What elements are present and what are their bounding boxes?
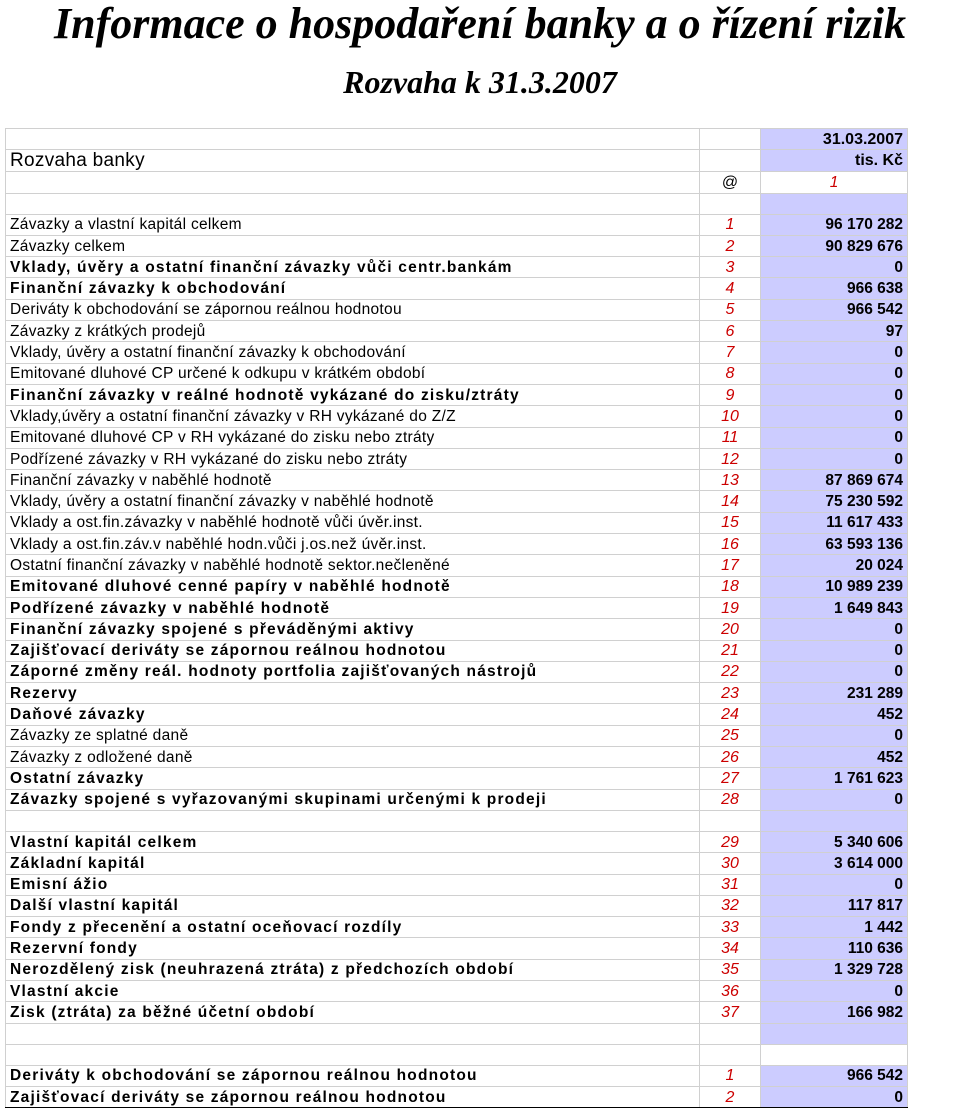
row-number: 32 bbox=[700, 895, 761, 916]
row-value: 1 442 bbox=[761, 917, 908, 938]
row-label bbox=[6, 1044, 700, 1065]
row-number: 8 bbox=[700, 363, 761, 384]
row-value: 11 617 433 bbox=[761, 512, 908, 533]
row-label: Deriváty k obchodování se zápornou reálnou hodnotou bbox=[6, 299, 700, 320]
row-label: Ostatní závazky bbox=[6, 768, 700, 789]
row-value: 87 869 674 bbox=[761, 470, 908, 491]
table-row bbox=[6, 278, 908, 299]
table-row bbox=[6, 555, 908, 576]
row-value: 0 bbox=[761, 363, 908, 384]
row-number: 13 bbox=[700, 470, 761, 491]
header-row-columns bbox=[6, 172, 908, 193]
row-number: 27 bbox=[700, 768, 761, 789]
row-label: Další vlastní kapitál bbox=[6, 895, 700, 916]
row-number: 24 bbox=[700, 704, 761, 725]
row-number: 7 bbox=[700, 342, 761, 363]
header-date: 31.03.2007 bbox=[761, 129, 908, 150]
row-value: 0 bbox=[761, 448, 908, 469]
row-value: 1 761 623 bbox=[761, 768, 908, 789]
row-number: 23 bbox=[700, 683, 761, 704]
row-label: Závazky spojené s vyřazovanými skupinami určenými k prodeji bbox=[6, 789, 700, 810]
row-number: 33 bbox=[700, 917, 761, 938]
row-value: 0 bbox=[761, 257, 908, 278]
row-number: 5 bbox=[700, 299, 761, 320]
row-label: Emitované dluhové CP v RH vykázané do zisku nebo ztráty bbox=[6, 427, 700, 448]
row-value: 0 bbox=[761, 980, 908, 1001]
row-number: 2 bbox=[700, 235, 761, 256]
table-row bbox=[6, 597, 908, 618]
row-number: 25 bbox=[700, 725, 761, 746]
row-number: 2 bbox=[700, 1086, 761, 1107]
spacer-cell bbox=[6, 193, 700, 214]
row-label: Vklady, úvěry a ostatní finanční závazky k obchodování bbox=[6, 342, 700, 363]
row-value: 110 636 bbox=[761, 938, 908, 959]
row-number: 6 bbox=[700, 321, 761, 342]
row-label bbox=[6, 810, 700, 831]
table-row bbox=[6, 470, 908, 491]
table-row bbox=[6, 1023, 908, 1044]
row-value: 1 649 843 bbox=[761, 597, 908, 618]
table-row bbox=[6, 257, 908, 278]
row-value: 1 329 728 bbox=[761, 959, 908, 980]
row-number: 21 bbox=[700, 640, 761, 661]
row-value: 231 289 bbox=[761, 683, 908, 704]
row-number: 9 bbox=[700, 384, 761, 405]
row-value: 0 bbox=[761, 619, 908, 640]
table-row bbox=[6, 363, 908, 384]
table-row bbox=[6, 512, 908, 533]
table-row bbox=[6, 576, 908, 597]
row-label: Nerozdělený zisk (neuhrazená ztráta) z předchozích období bbox=[6, 959, 700, 980]
row-number: 18 bbox=[700, 576, 761, 597]
row-label: Finanční závazky v reálné hodnotě vykázané do zisku/ztráty bbox=[6, 384, 700, 405]
row-label: Emisní ážio bbox=[6, 874, 700, 895]
row-value: 966 542 bbox=[761, 1065, 908, 1086]
row-label: Vklady a ost.fin.záv.v naběhlé hodn.vůči j.os.než úvěr.inst. bbox=[6, 534, 700, 555]
table-row bbox=[6, 831, 908, 852]
row-label: Vlastní kapitál celkem bbox=[6, 831, 700, 852]
table-row bbox=[6, 725, 908, 746]
row-value bbox=[761, 1044, 908, 1065]
row-label: Závazky celkem bbox=[6, 235, 700, 256]
table-row bbox=[6, 917, 908, 938]
table-row bbox=[6, 640, 908, 661]
row-label: Závazky ze splatné daně bbox=[6, 725, 700, 746]
row-label: Vlastní akcie bbox=[6, 980, 700, 1001]
row-number: 17 bbox=[700, 555, 761, 576]
row-label: Finanční závazky spojené s převáděnými aktivy bbox=[6, 619, 700, 640]
header-empty-cell bbox=[700, 129, 761, 150]
row-label: Závazky z krátkých prodejů bbox=[6, 321, 700, 342]
table-row bbox=[6, 938, 908, 959]
table-row bbox=[6, 342, 908, 363]
header-row-title bbox=[6, 150, 908, 172]
row-value: 0 bbox=[761, 789, 908, 810]
table-row bbox=[6, 959, 908, 980]
header-empty-cell bbox=[6, 129, 700, 150]
row-label: Závazky z odložené daně bbox=[6, 747, 700, 768]
table-row bbox=[6, 406, 908, 427]
row-value: 0 bbox=[761, 384, 908, 405]
row-value: 10 989 239 bbox=[761, 576, 908, 597]
row-value bbox=[761, 810, 908, 831]
row-number: 1 bbox=[700, 1065, 761, 1086]
row-number: 29 bbox=[700, 831, 761, 852]
row-number: 4 bbox=[700, 278, 761, 299]
row-label: Závazky a vlastní kapitál celkem bbox=[6, 214, 700, 235]
row-value: 0 bbox=[761, 342, 908, 363]
table-row bbox=[6, 534, 908, 555]
row-label: Zisk (ztráta) za běžné účetní období bbox=[6, 1002, 700, 1023]
row-value: 20 024 bbox=[761, 555, 908, 576]
row-number: 11 bbox=[700, 427, 761, 448]
table-row bbox=[6, 321, 908, 342]
table-row bbox=[6, 1044, 908, 1065]
table-row bbox=[6, 619, 908, 640]
row-label: Vklady, úvěry a ostatní finanční závazky vůči centr.bankám bbox=[6, 257, 700, 278]
table-row bbox=[6, 1065, 908, 1086]
table-row bbox=[6, 384, 908, 405]
table-row bbox=[6, 895, 908, 916]
row-number: 1 bbox=[700, 214, 761, 235]
table-row bbox=[6, 299, 908, 320]
row-number: 28 bbox=[700, 789, 761, 810]
row-value: 966 638 bbox=[761, 278, 908, 299]
row-number bbox=[700, 1023, 761, 1044]
table-row bbox=[6, 980, 908, 1001]
row-label: Rezervní fondy bbox=[6, 938, 700, 959]
header-row-date bbox=[6, 129, 908, 150]
row-number: 37 bbox=[700, 1002, 761, 1023]
header-empty-cell bbox=[700, 150, 761, 172]
row-label: Ostatní finanční závazky v naběhlé hodnotě sektor.nečleněné bbox=[6, 555, 700, 576]
row-value: 166 982 bbox=[761, 1002, 908, 1023]
row-value: 5 340 606 bbox=[761, 831, 908, 852]
row-label: Rezervy bbox=[6, 683, 700, 704]
row-label: Podřízené závazky v RH vykázané do zisku nebo ztráty bbox=[6, 448, 700, 469]
row-number: 12 bbox=[700, 448, 761, 469]
row-label: Podřízené závazky v naběhlé hodnotě bbox=[6, 597, 700, 618]
table-row bbox=[6, 661, 908, 682]
row-value: 966 542 bbox=[761, 299, 908, 320]
table-row bbox=[6, 789, 908, 810]
row-label: Fondy z přecenění a ostatní oceňovací rozdíly bbox=[6, 917, 700, 938]
row-value bbox=[761, 1023, 908, 1044]
balance-sheet-table bbox=[5, 128, 908, 1108]
table-row bbox=[6, 235, 908, 256]
spacer-cell bbox=[700, 193, 761, 214]
row-value: 96 170 282 bbox=[761, 214, 908, 235]
row-value: 90 829 676 bbox=[761, 235, 908, 256]
header-unit: tis. Kč bbox=[761, 150, 908, 172]
row-value: 0 bbox=[761, 661, 908, 682]
row-label: Deriváty k obchodování se zápornou reálnou hodnotou bbox=[6, 1065, 700, 1086]
row-number: 26 bbox=[700, 747, 761, 768]
balance-sheet-body bbox=[6, 129, 908, 1108]
row-label: Zajišťovací deriváty se zápornou reálnou hodnotou bbox=[6, 1086, 700, 1107]
row-value: 75 230 592 bbox=[761, 491, 908, 512]
row-number: 22 bbox=[700, 661, 761, 682]
row-label: Emitované dluhové CP určené k odkupu v krátkém období bbox=[6, 363, 700, 384]
row-number bbox=[700, 810, 761, 831]
row-label: Zajišťovací deriváty se zápornou reálnou hodnotou bbox=[6, 640, 700, 661]
row-value: 0 bbox=[761, 874, 908, 895]
row-label: Daňové závazky bbox=[6, 704, 700, 725]
table-row bbox=[6, 747, 908, 768]
table-row bbox=[6, 768, 908, 789]
row-label: Finanční závazky k obchodování bbox=[6, 278, 700, 299]
row-label bbox=[6, 1023, 700, 1044]
row-label: Vklady,úvěry a ostatní finanční závazky v RH vykázané do Z/Z bbox=[6, 406, 700, 427]
row-number: 10 bbox=[700, 406, 761, 427]
row-number: 20 bbox=[700, 619, 761, 640]
row-number: 3 bbox=[700, 257, 761, 278]
row-number: 31 bbox=[700, 874, 761, 895]
row-number: 19 bbox=[700, 597, 761, 618]
table-row bbox=[6, 810, 908, 831]
row-number bbox=[700, 1044, 761, 1065]
table-row bbox=[6, 1002, 908, 1023]
row-value: 0 bbox=[761, 725, 908, 746]
header-empty-cell bbox=[6, 172, 700, 193]
row-label: Základní kapitál bbox=[6, 853, 700, 874]
row-number: 34 bbox=[700, 938, 761, 959]
row-value: 0 bbox=[761, 1086, 908, 1107]
page-subtitle: Rozvaha k 31.3.2007 bbox=[343, 64, 617, 100]
row-value: 452 bbox=[761, 704, 908, 725]
table-row bbox=[6, 491, 908, 512]
row-value: 117 817 bbox=[761, 895, 908, 916]
row-value: 63 593 136 bbox=[761, 534, 908, 555]
row-value: 97 bbox=[761, 321, 908, 342]
row-label: Emitované dluhové cenné papíry v naběhlé hodnotě bbox=[6, 576, 700, 597]
section-title: Rozvaha banky bbox=[6, 150, 700, 172]
row-value: 452 bbox=[761, 747, 908, 768]
header-marker: @ bbox=[700, 172, 761, 193]
row-value: 3 614 000 bbox=[761, 853, 908, 874]
row-number: 16 bbox=[700, 534, 761, 555]
row-number: 35 bbox=[700, 959, 761, 980]
row-value: 0 bbox=[761, 427, 908, 448]
header-column-number: 1 bbox=[761, 172, 908, 193]
row-label: Vklady, úvěry a ostatní finanční závazky v naběhlé hodnotě bbox=[6, 491, 700, 512]
row-value: 0 bbox=[761, 640, 908, 661]
table-row bbox=[6, 448, 908, 469]
page-title: Informace o hospodaření banky a o řízení rizik bbox=[54, 0, 906, 48]
spacer-row bbox=[6, 193, 908, 214]
table-row bbox=[6, 427, 908, 448]
row-number: 36 bbox=[700, 980, 761, 1001]
row-number: 30 bbox=[700, 853, 761, 874]
row-label: Záporné změny reál. hodnoty portfolia zajišťovaných nástrojů bbox=[6, 661, 700, 682]
table-row bbox=[6, 874, 908, 895]
row-value: 0 bbox=[761, 406, 908, 427]
table-row bbox=[6, 214, 908, 235]
table-row bbox=[6, 704, 908, 725]
spacer-cell bbox=[761, 193, 908, 214]
row-number: 14 bbox=[700, 491, 761, 512]
table-row bbox=[6, 1086, 908, 1107]
table-row bbox=[6, 683, 908, 704]
table-row bbox=[6, 853, 908, 874]
row-label: Vklady a ost.fin.závazky v naběhlé hodnotě vůči úvěr.inst. bbox=[6, 512, 700, 533]
row-label: Finanční závazky v naběhlé hodnotě bbox=[6, 470, 700, 491]
row-number: 15 bbox=[700, 512, 761, 533]
